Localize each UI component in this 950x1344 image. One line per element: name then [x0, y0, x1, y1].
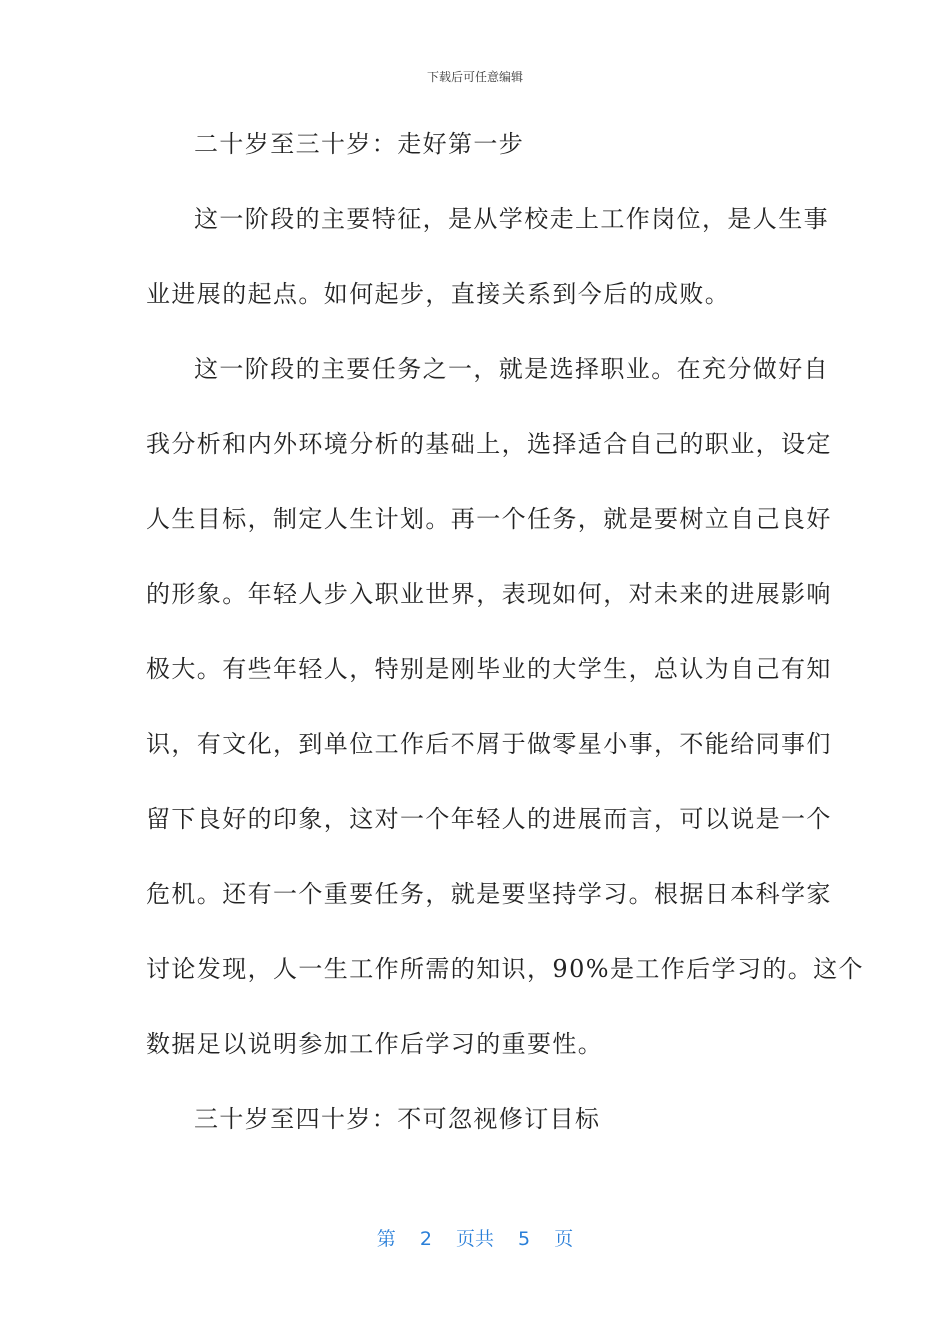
paragraph-line: 的形象。年轻人步入职业世界，表现如何，对未来的进展影响: [146, 580, 832, 608]
paragraph-line: 我分析和内外环境分析的基础上，选择适合自己的职业，设定: [146, 430, 832, 458]
current-page-number: 2: [419, 1228, 432, 1250]
paragraph-line: 识，有文化，到单位工作后不屑于做零星小事，不能给同事们: [146, 730, 832, 758]
paragraph-line: 业进展的起点。如何起步，直接关系到今后的成败。: [146, 280, 731, 308]
paragraph-line: 数据足以说明参加工作后学习的重要性。: [146, 1030, 604, 1058]
page-label-suffix: 页: [554, 1228, 574, 1250]
paragraph-line: 这一阶段的主要任务之一，就是选择职业。在充分做好自: [194, 355, 829, 383]
header-note: 下载后可任意编辑: [426, 70, 523, 84]
paragraph-line: 极大。有些年轻人，特别是刚毕业的大学生，总认为自己有知: [146, 655, 832, 683]
document-body: [146, 122, 864, 1172]
page-number-footer: [0, 1224, 950, 1251]
section-heading-30-40: 三十岁至四十岁：不可忽视修订目标: [194, 1105, 601, 1133]
paragraph-line: 讨论发现，人一生工作所需的知识，90%是工作后学习的。这个: [146, 955, 864, 983]
total-pages-number: 5: [518, 1228, 531, 1250]
paragraph-line: 这一阶段的主要特征，是从学校走上工作岗位，是人生事: [194, 205, 829, 233]
page-label-middle: 页共: [455, 1228, 494, 1250]
paragraph-line: 人生目标，制定人生计划。再一个任务，就是要树立自己良好: [146, 505, 832, 533]
paragraph-line: 危机。还有一个重要任务，就是要坚持学习。根据日本科学家: [146, 880, 832, 908]
paragraph-line: 留下良好的印象，这对一个年轻人的进展而言，可以说是一个: [146, 805, 832, 833]
page-label-prefix: 第: [376, 1228, 396, 1250]
section-heading-20-30: 二十岁至三十岁：走好第一步: [194, 130, 525, 158]
